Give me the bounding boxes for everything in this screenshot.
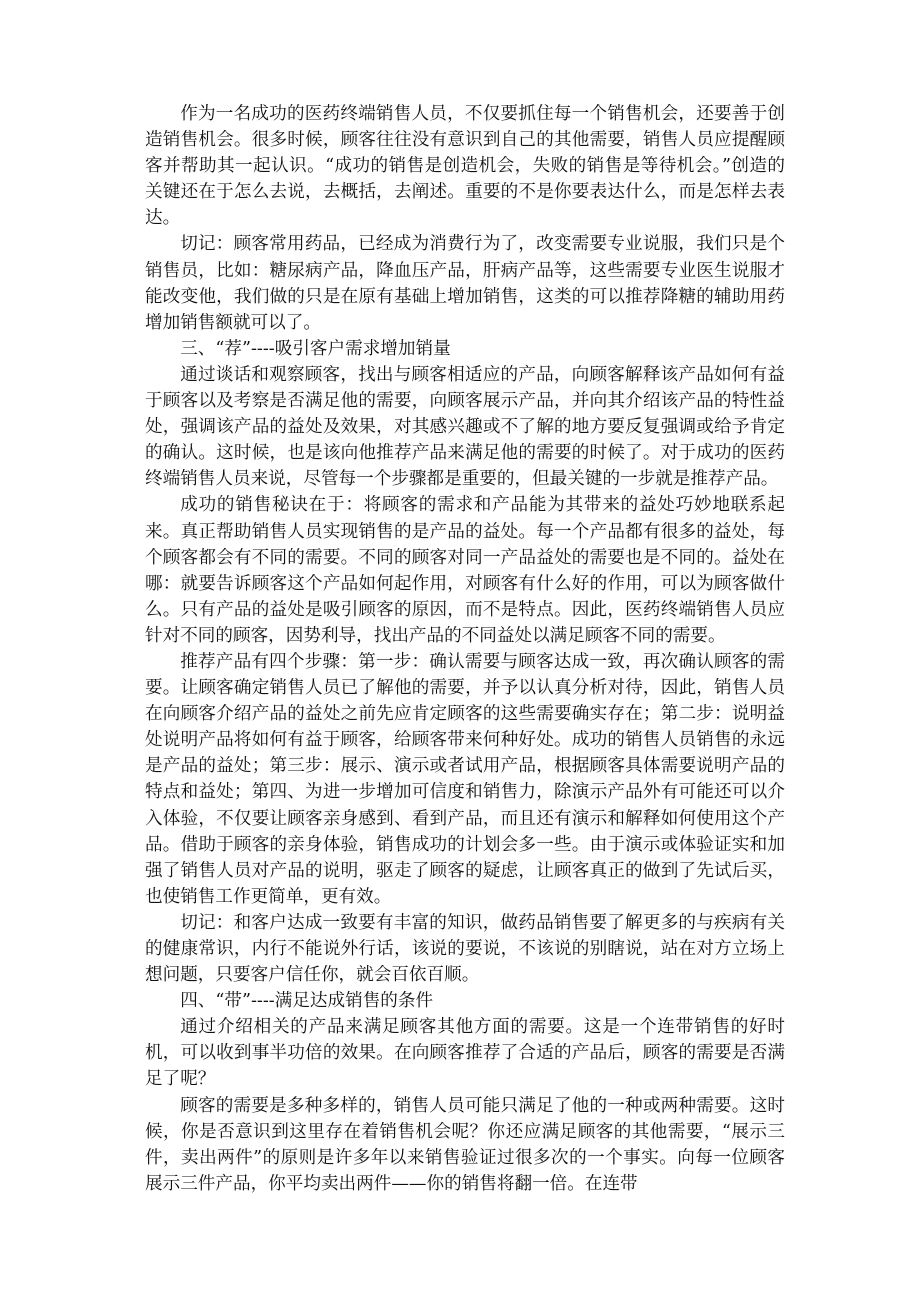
section-heading-bundle: 四、“带”----满足达成销售的条件 — [180, 991, 434, 1012]
section-heading-recommend: 三、“荐”----吸引客户需求增加销量 — [180, 338, 451, 359]
paragraph-bundle-intro: 通过介绍相关的产品来满足顾客其他方面的需要。这是一个连带销售的好时机，可以收到事半功倍的效果。在向顾客推荐了合适的产品后，顾客的需要是否满足了呢？ — [145, 1017, 785, 1090]
paragraph-sales-secret: 成功的销售秘诀在于：将顾客的需求和产品能为其带来的益处巧妙地联系起来。真正帮助销售人员实现销售的是产品的益处。每一个产品都有很多的益处，每个顾客都会有不同的需要。不同的顾客对同一产品益处的需要也是不同的。益处在哪：就要告诉顾客这个产品如何起作用，对顾客有什么好的作用，可以为顾客做什么。只有产品的益处是吸引顾客的原因，而不是特点。因此，医药终端销售人员应针对不同的顾客，因势利导，找出产品的不同益处以满足顾客不同的需要。 — [145, 495, 785, 646]
document-body — [145, 101, 785, 1197]
paragraph-create-opportunity: 作为一名成功的医药终端销售人员，不仅要抓住每一个销售机会，还要善于创造销售机会。很多时候，顾客往往没有意识到自己的其他需要，销售人员应提醒顾客并帮助其一起认识。“成功的销售是创造机会，失败的销售是等待机会。”创造的关键还在于怎么去说，去概括，去阐述。重要的不是你要表达什么，而是怎样去表达。 — [145, 104, 785, 229]
paragraph-four-steps: 推荐产品有四个步骤：第一步：确认需要与顾客达成一致，再次确认顾客的需要。让顾客确定销售人员已了解他的需要，并予以认真分析对待，因此，销售人员在向顾客介绍产品的益处之前先应肯定顾客的这些需要确实存在；第二步：说明益处说明产品将如何有益于顾客，给顾客带来何种好处。成功的销售人员销售的永远是产品的益处；第三步：展示、演示或者试用产品，根据顾客具体需要说明产品的特点和益处；第四、为进一步增加可信度和销售力，除演示产品外有可能还可以介入体验，不仅要让顾客亲身感到、看到产品，而且还有演示和解释如何使用这个产品。借助于顾客的亲身体验，销售成功的计划会多一些。由于演示或体验证实和加强了销售人员对产品的说明，驱走了顾客的疑虑，让顾客真正的做到了先试后买，也使销售工作更简单，更有效。 — [145, 651, 785, 907]
paragraph-note-knowledge: 切记：和客户达成一致要有丰富的知识，做药品销售要了解更多的与疾病有关的健康常识，内行不能说外行话，该说的要说，不该说的别瞎说，站在对方立场上想问题，只要客户信任你，就会百依百顺。 — [145, 912, 785, 986]
paragraph-recommend-intro: 通过谈话和观察顾客，找出与顾客相适应的产品，向顾客解释该产品如何有益于顾客以及考察是否满足他的需要，向顾客展示产品，并向其介绍该产品的特性益处，强调该产品的益处及效果，对其感兴趣或不了解的地方要反复强调或给予肯定的确认。这时候，也是该向他推荐产品来满足他的需要的时候了。对于成功的医药终端销售人员来说，尽管每一个步骤都是重要的，但最关键的一步就是推荐产品。 — [145, 364, 785, 490]
paragraph-customer-needs: 顾客的需要是多种多样的，销售人员可能只满足了他的一种或两种需要。这时候，你是否意识到这里存在着销售机会呢？你还应满足顾客的其他需要，“展示三件，卖出两件”的原则是许多年以来销售验证过很多次的一个事实。向每一位顾客展示三件产品，你平均卖出两件——你的销售将翻一倍。在连带 — [145, 1095, 785, 1194]
paragraph-note-regular-medicine: 切记：顾客常用药品，已经成为消费行为了，改变需要专业说服，我们只是个销售员，比如：糖尿病产品，降血压产品，肝病产品等，这些需要专业医生说服才能改变他，我们做的只是在原有基础上增加销售，这类的可以推荐降糖的辅助用药增加销售额就可以了。 — [145, 234, 785, 333]
